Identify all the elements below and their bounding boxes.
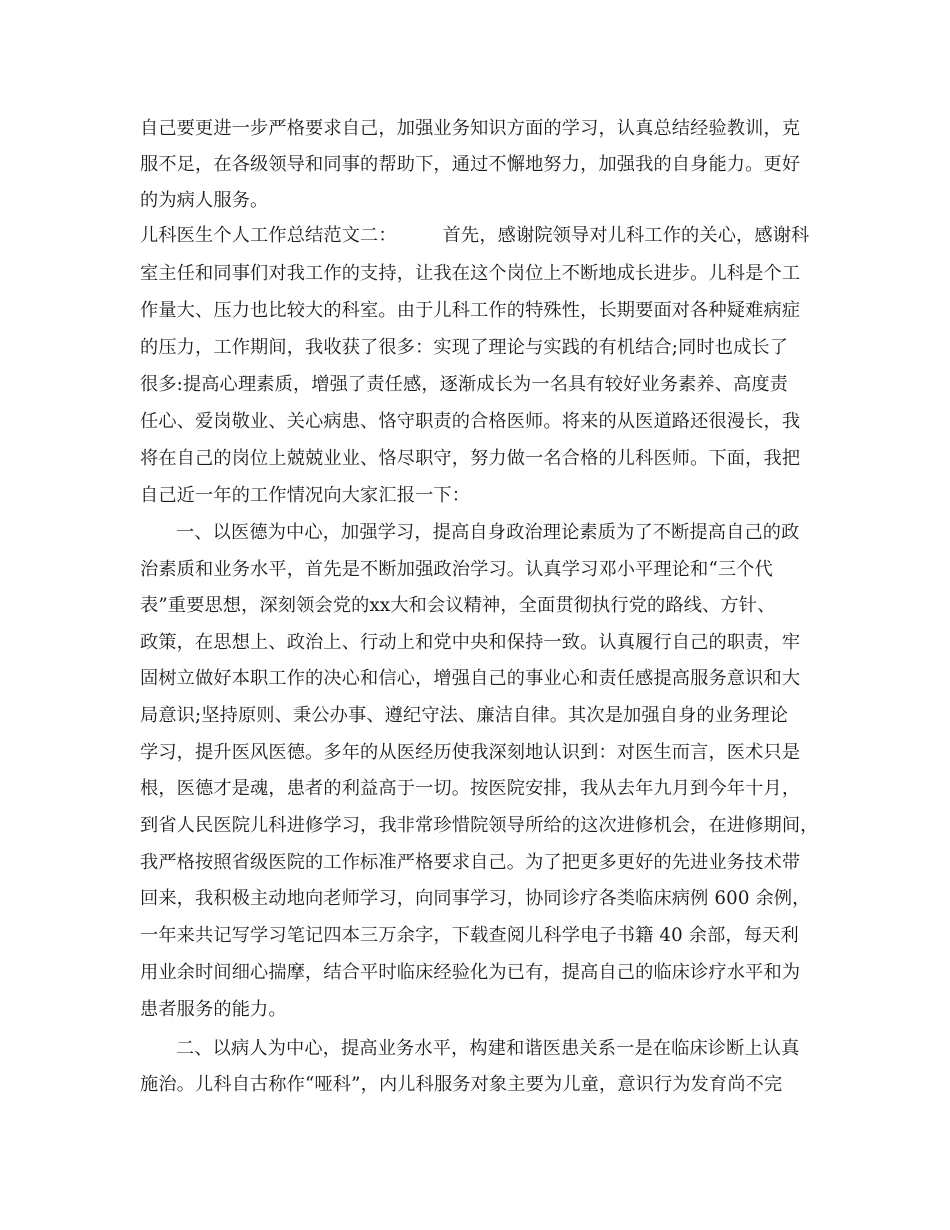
text-line: 施治。儿科自古称作“哑科”，内儿科服务对象主要为儿童，意识行为发育尚不完 xyxy=(140,1074,783,1095)
text-line: 学习，提升医风医德。多年的从医经历使我深刻地认识到：对医生而言，医术只是 xyxy=(140,742,801,763)
text-line: 根，医德才是魂，患者的利益高于一切。按医院安排，我从去年九月到今年十月， xyxy=(140,778,801,799)
text-line: 自己要更进一步严格要求自己，加强业务知识方面的学习，认真总结经验教训，克 xyxy=(140,118,801,139)
text-line: 到省人民医院儿科进修学习，我非常珍惜院领导所给的这次进修机会，在进修期间， xyxy=(140,815,819,836)
text-line: 表”重要思想，深刻领会党的xx大和会议精神，全面贯彻执行党的路线、方针、 xyxy=(140,595,776,616)
section-heading-line: 儿科医生个人工作总结范文二： 首先，感谢院领导对儿科工作的关心，感谢科 xyxy=(140,225,810,246)
text-line: 我严格按照省级医院的工作标准严格要求自己。为了把更多更好的先进业务技术带 xyxy=(140,852,801,873)
text-line: 服不足，在各级领导和同事的帮助下，通过不懈地努力，加强我的自身能力。更好 xyxy=(140,154,801,175)
paragraph-start-line: 一、以医德为中心，加强学习，提高自身政治理论素质为了不断提高自己的政 xyxy=(176,522,800,543)
text-line: 的为病人服务。 xyxy=(140,190,269,211)
text-line: 很多:提高心理素质，增强了责任感，逐渐成长为一名具有较好业务素养、高度责 xyxy=(140,374,789,395)
text-line: 自己近一年的工作情况向大家汇报一下： xyxy=(140,485,471,506)
text-line: 室主任和同事们对我工作的支持，让我在这个岗位上不断地成长进步。儿科是个工 xyxy=(140,263,801,284)
paragraph-start-line: 二、以病人为中心，提高业务水平，构建和谐医患关系一是在临床诊断上认真 xyxy=(176,1038,800,1059)
text-line: 任心、爱岗敬业、关心病患、恪守职责的合格医师。将来的从医道路还很漫长，我 xyxy=(140,411,801,432)
text-line: 的压力，工作期间，我收获了很多：实现了理论与实践的有机结合;同时也成长了 xyxy=(140,337,789,358)
text-line: 治素质和业务水平，首先是不断加强政治学习。认真学习邓小平理论和“三个代 xyxy=(140,559,773,580)
text-line: 作量大、压力也比较大的科室。由于儿科工作的特殊性，长期要面对各种疑难病症 xyxy=(140,300,801,321)
text-line: 固树立做好本职工作的决心和信心，增强自己的事业心和责任感提高服务意识和大 xyxy=(140,668,801,689)
text-line: 用业余时间细心揣摩，结合平时临床经验化为已有，提高自己的临床诊疗水平和为 xyxy=(140,962,801,983)
text-line: 政策，在思想上、政治上、行动上和党中央和保持一致。认真履行自己的职责，牢 xyxy=(140,632,801,653)
text-line: 回来，我积极主动地向老师学习，向同事学习，协同诊疗各类临床病例 600 余例， xyxy=(140,888,811,909)
text-line: 患者服务的能力。 xyxy=(140,999,287,1020)
text-line: 局意识;坚持原则、秉公办事、遵纪守法、廉洁自律。其次是加强自身的业务理论 xyxy=(140,705,789,726)
text-line: 将在自己的岗位上兢兢业业、恪尽职守，努力做一名合格的儿科医师。下面，我把 xyxy=(140,448,801,469)
text-line: 一年来共记写学习笔记四本三万余字，下载查阅儿科学电子书籍 40 余部，每天利 xyxy=(140,925,799,946)
